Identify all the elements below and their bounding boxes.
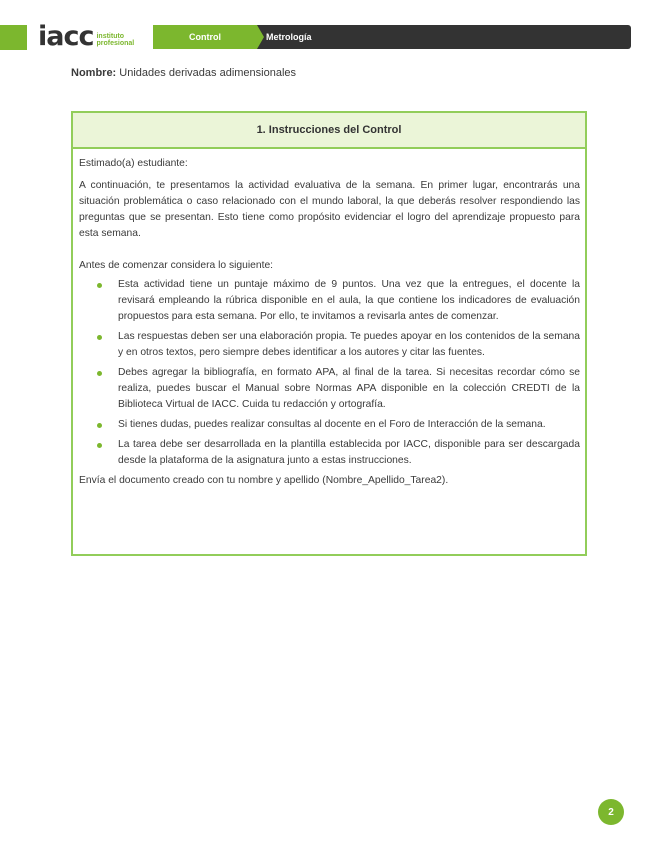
tab-control (153, 25, 257, 49)
instructions-list (79, 277, 580, 469)
closing-text: Envía el documento creado con tu nombre y apellido (Nombre_Apellido_Tarea2). (79, 475, 449, 486)
logo-main-text: iacc (38, 21, 94, 52)
logo-sub-line-2: profesional (96, 40, 135, 47)
instructions-header (73, 113, 585, 149)
instructions-box (71, 111, 587, 556)
list-item: Las respuestas deben ser una elaboración propia. Te puedes apoyar en los contenidos de la semana y en otros textos, pero siempre debes identificar a los autores y citar las fuentes. (79, 329, 580, 361)
page-number-badge (598, 799, 624, 825)
nombre-value: Unidades derivadas adimensionales (119, 67, 297, 79)
list-item: Si tienes dudas, puedes realizar consultas al docente en el Foro de Interacción de la semana. (79, 417, 580, 433)
logo-subtext (96, 33, 134, 47)
greeting-text: Estimado(a) estudiante: (79, 158, 188, 169)
subject-label: Metrología (266, 32, 312, 42)
iacc-logo (38, 21, 135, 52)
nombre-label: Nombre: (71, 67, 117, 79)
instructions-title: 1. Instrucciones del Control (256, 124, 402, 136)
list-item: La tarea debe ser desarrollada en la plantilla establecida por IACC, disponible para ser descargada desde la plataforma de la asignatura junto a estas instrucciones. (79, 437, 580, 469)
before-text: Antes de comenzar considera lo siguiente: (79, 260, 274, 271)
brand-square (0, 25, 27, 50)
subject-bar (257, 25, 631, 49)
page-number: 2 (608, 806, 614, 818)
document-name (71, 67, 296, 79)
instructions-body (73, 149, 585, 489)
list-item: Debes agregar la bibliografía, en formato APA, al final de la tarea. Si necesitas recordar cómo se realiza, puedes buscar el Manual sobre Normas APA disponible en la colección CREDTI de la Biblioteca Virtual de IACC. Cuida tu redacción y ortografía. (79, 365, 580, 413)
tab-arrow-shape (257, 25, 264, 49)
list-item: Esta actividad tiene un puntaje máximo de 9 puntos. Una vez que la entregues, el docente la revisará empleando la rúbrica disponible en el aula, la que contiene los indicadores de evaluación propuestos para esta semana. Por ello, te invitamos a revisarla antes de comenzar. (79, 277, 580, 325)
tab-control-label: Control (189, 32, 221, 42)
logo-sub-line-1: instituto (96, 33, 125, 40)
intro-paragraph: A continuación, te presentamos la actividad evaluativa de la semana. En primer lugar, encontrarás una situación problemática o caso relacionado con el mundo laboral, la que deberás resolver respondiendo las preguntas que se presentan. Esto tiene como propósito evidenciar el logro del aprendizaje propuesto para esta semana. (79, 180, 580, 239)
